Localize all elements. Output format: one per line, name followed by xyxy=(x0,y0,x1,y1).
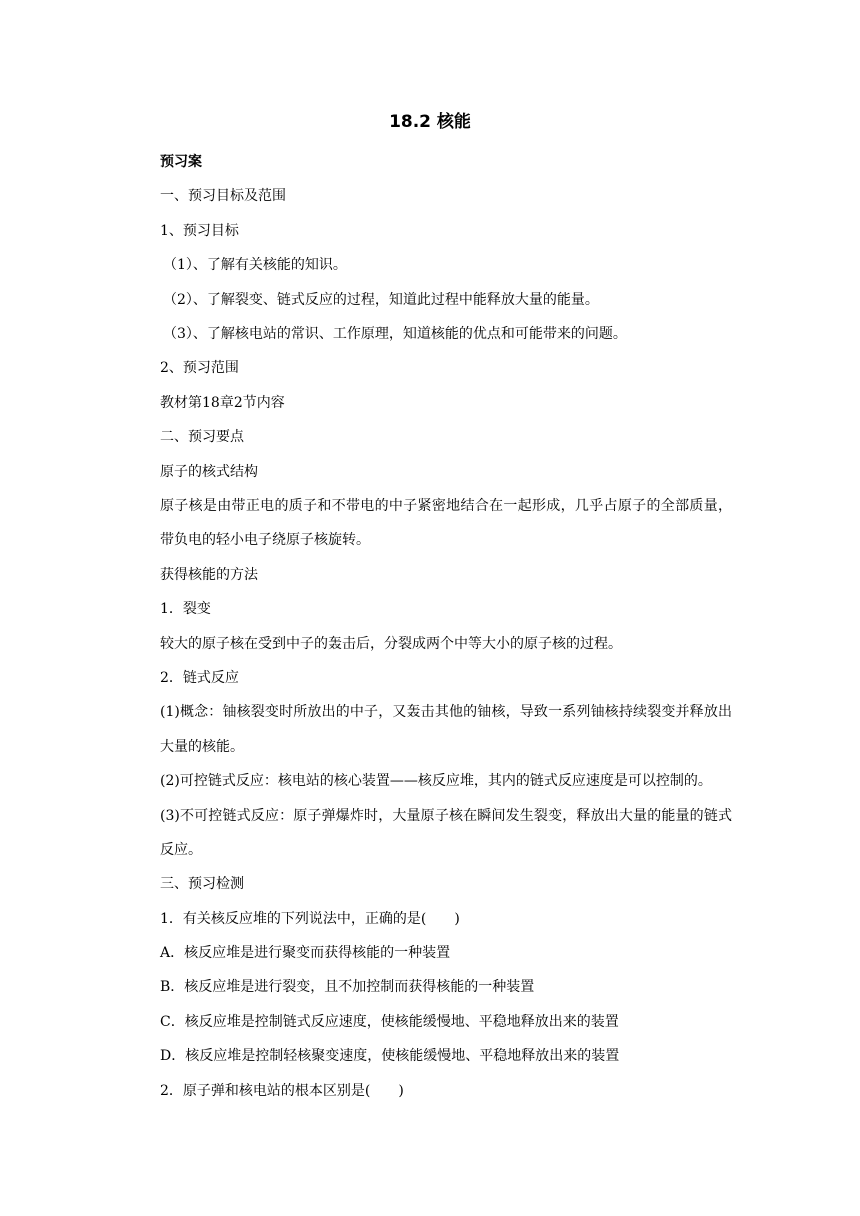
document-title: 18.2 核能 xyxy=(389,112,471,132)
fission-title: 1．裂变 xyxy=(160,601,211,618)
atom-structure-title: 原子的核式结构 xyxy=(160,463,258,480)
atom-structure-text: 原子核是由带正电的质子和不带电的中子紧密地结合在一起形成，几乎占原子的全部质量，带负电的轻小电子绕原子核旋转。 xyxy=(160,497,732,549)
question-1-option-c: C．核反应堆是控制链式反应速度，使核能缓慢地、平稳地释放出来的装置 xyxy=(160,1013,619,1030)
heading-self-test: 三、预习检测 xyxy=(160,876,244,893)
subheading-goals: 1、预习目标 xyxy=(160,222,239,239)
goal-item-2: （2）、了解裂变、链式反应的过程，知道此过程中能释放大量的能量。 xyxy=(163,291,599,308)
chain-reaction-title: 2．链式反应 xyxy=(160,669,239,686)
goal-item-1: （1）、了解有关核能的知识。 xyxy=(163,257,347,274)
question-1-option-a: A．核反应堆是进行聚变而获得核能的一种装置 xyxy=(160,945,451,962)
question-1: 1．有关核反应堆的下列说法中，正确的是( ) xyxy=(160,910,460,927)
fission-text: 较大的原子核在受到中子的轰击后，分裂成两个中等大小的原子核的过程。 xyxy=(160,635,622,652)
question-1-option-d: D．核反应堆是控制轻核聚变速度，使核能缓慢地、平稳地释放出来的装置 xyxy=(160,1048,620,1065)
section-label: 预习案 xyxy=(160,154,202,170)
heading-goals-range: 一、预习目标及范围 xyxy=(160,188,286,205)
chain-reaction-controllable: (2)可控链式反应：核电站的核心装置——核反应堆，其内的链式反应速度是可以控制的。 xyxy=(160,773,712,790)
document-body xyxy=(160,145,730,1108)
method-title: 获得核能的方法 xyxy=(160,566,258,583)
question-1-option-b: B．核反应堆是进行裂变，且不加控制而获得核能的一种装置 xyxy=(160,979,535,996)
chain-reaction-uncontrollable: (3)不可控链式反应：原子弹爆炸时，大量原子核在瞬间发生裂变，释放出大量的能量的链式反应。 xyxy=(160,807,732,858)
heading-key-points: 二、预习要点 xyxy=(160,429,244,446)
question-2: 2．原子弹和核电站的根本区别是( ) xyxy=(160,1082,404,1099)
goal-item-3: （3）、了解核电站的常识、工作原理，知道核能的优点和可能带来的问题。 xyxy=(163,325,627,342)
subheading-range: 2、预习范围 xyxy=(160,360,239,377)
chain-reaction-concept: (1)概念：铀核裂变时所放出的中子，又轰击其他的铀核，导致一系列铀核持续裂变并释放出大量的核能。 xyxy=(160,704,732,755)
range-text: 教材第18章2节内容 xyxy=(160,394,285,411)
